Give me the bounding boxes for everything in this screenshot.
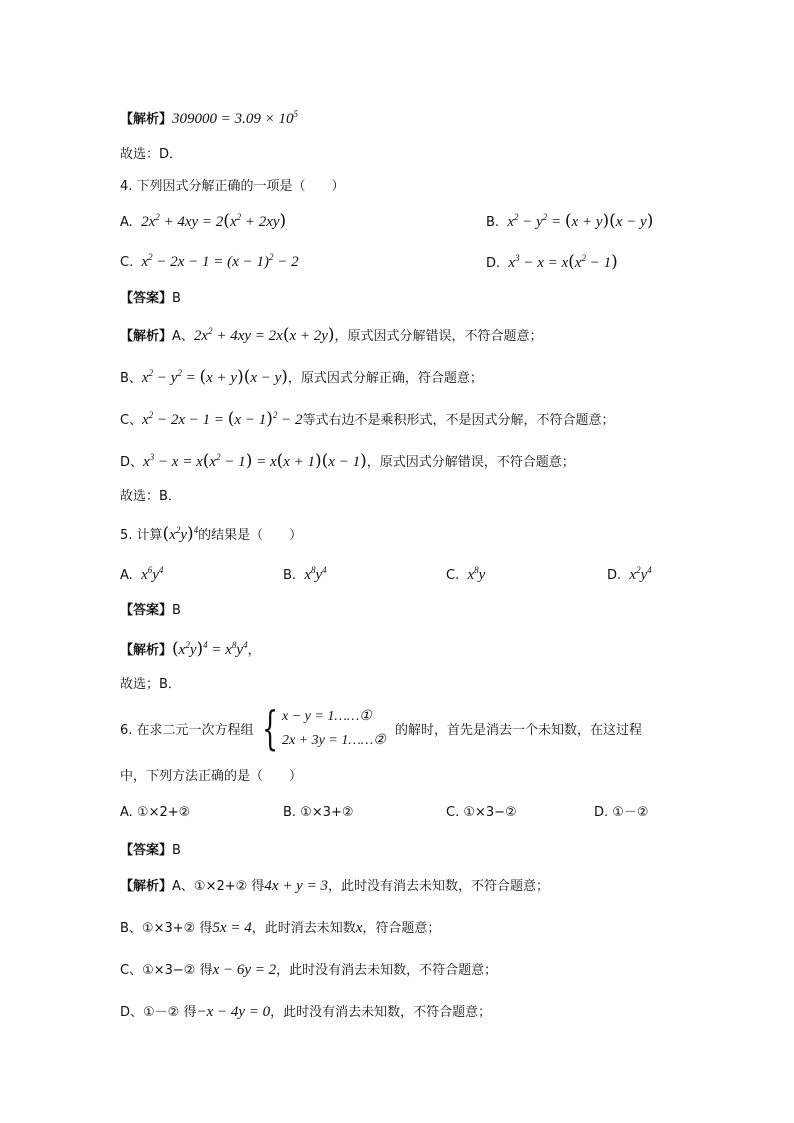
q4-analysis-b: B、$x^2 - y^2 = (x + y)(x - y)$，原式因式分解正确，符合题意； — [120, 367, 483, 387]
question-4: 4. 下列因式分解正确的一项是（ ） — [120, 179, 345, 194]
q4-analysis-d: D、$x^3 - x = x(x^2 - 1) = x(x + 1)(x - 1)$，原式因式分解错误，不符合题意； — [120, 451, 575, 471]
q6-analysis-b: B、①×3+② 得5x = 4，此时消去未知数x，符合题意； — [120, 920, 441, 936]
question-6-suffix: 的解时，首先是消去一个未知数，在这过程 — [395, 723, 643, 738]
analysis-line-q3 — [120, 110, 298, 129]
question-6-line2: 中，下列方法正确的是（ ） — [120, 769, 303, 784]
question-5: 5. 计算$(x^2y)^4$的结果是（ ） — [120, 524, 303, 544]
answer-label: 【答案】 — [120, 291, 173, 306]
answer-line-q4 — [120, 290, 181, 308]
answer-value: B — [172, 291, 181, 306]
q4-option-a: A. $2x^2 + 4xy = 2(x^2 + 2xy)$ — [120, 211, 287, 231]
q5-analysis: 【解析】$(x^2y)^4 = x^8y^4$， — [120, 639, 261, 659]
answer-line-q6: 【答案】B — [120, 843, 181, 858]
brace-icon: { — [262, 701, 279, 755]
q6-analysis-c: C、①×3−② 得x − 6y = 2，此时没有消去未知数，不符合题意； — [120, 962, 498, 978]
question-6-prefix: 6. 在求二元一次方程组 — [120, 723, 254, 738]
q5-option-a: A. $x^6y^4$ — [120, 565, 164, 583]
equation-1: x − y = 1……① — [282, 709, 372, 724]
q6-option-c: C. ①×3−② — [446, 805, 517, 820]
q6-option-d: D. ①－② — [594, 805, 649, 820]
q6-analysis-d: D、①－② 得−x − 4y = 0，此时没有消去未知数，不符合题意； — [120, 1004, 492, 1020]
q5-option-d: D. $x^2y^4$ — [607, 565, 652, 583]
q5-option-b: B. $x^8y^4$ — [283, 565, 327, 583]
analysis-formula: $309000 = 3.09 \times 10^5$ — [172, 109, 299, 127]
q6-analysis-a: 【解析】A、①×2+② 得4x + y = 3，此时没有消去未知数，不符合题意； — [120, 878, 549, 894]
q4-analysis-a: 【解析】A、$2x^2 + 4xy = 2x(x + 2y)$，原式因式分解错误，不符合题意； — [120, 325, 543, 345]
q4-analysis-c: C、$x^2 - 2x - 1 = (x - 1)^2 - 2$等式右边不是乘积形式，不是因式分解，不符合题意； — [120, 409, 615, 429]
equation-2: 2x + 3y = 1……② — [282, 733, 386, 748]
analysis-label: 【解析】 — [120, 112, 173, 127]
answer-line-q5: 【答案】B — [120, 603, 181, 618]
q5-option-c: C. $x^8y$ — [446, 565, 486, 583]
answer-choice-q4: 故选：B． — [120, 489, 181, 504]
q4-option-d: D. $x^3 - x = x(x^2 - 1)$ — [486, 252, 618, 272]
answer-choice-q5: 故选；B． — [120, 677, 181, 692]
q6-option-b: B. ①×3+② — [283, 805, 354, 820]
q6-option-a: A. ①×2+② — [120, 805, 191, 820]
q4-option-b: B. $x^2 - y^2 = (x + y)(x - y)$ — [486, 211, 654, 231]
q4-option-c: C. $x^2 - 2x - 1 = (x - 1)^2 - 2$ — [120, 252, 299, 270]
equation-system — [262, 701, 392, 755]
answer-choice-q3: 故选：D． — [120, 147, 183, 162]
